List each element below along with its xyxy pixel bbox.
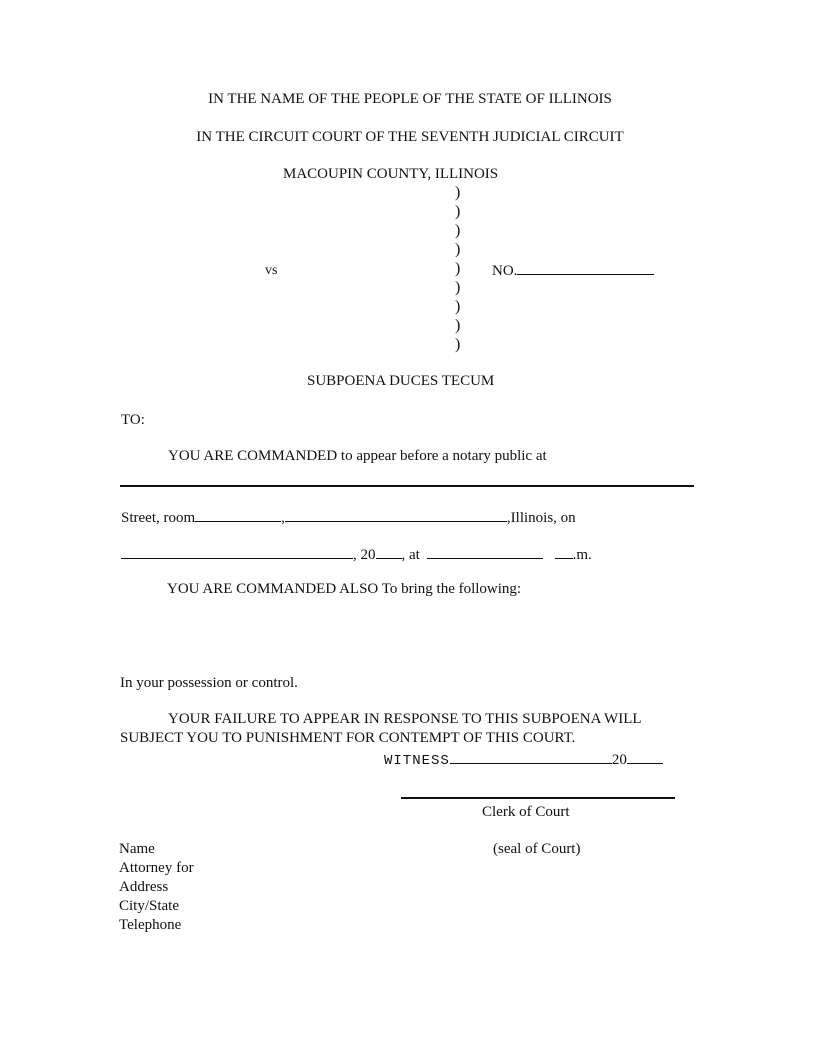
header-line-people: IN THE NAME OF THE PEOPLE OF THE STATE OF ILLINOIS (208, 91, 612, 107)
year-blank[interactable] (376, 544, 402, 559)
attorney-telephone: Telephone (119, 917, 182, 933)
m-label: .m. (572, 547, 592, 563)
to-label: TO: (121, 412, 145, 428)
clerk-label: Clerk of Court (482, 804, 570, 820)
warning-line-2: SUBJECT YOU TO PUNISHMENT FOR CONTEMPT OF THIS COURT. (120, 730, 576, 746)
command-appear: YOU ARE COMMANDED to appear before a notary public at (168, 448, 547, 464)
witness-year: 20 (611, 752, 627, 768)
at-label: , at (401, 547, 420, 563)
caption-vs: vs (265, 263, 278, 278)
seal-label: (seal of Court) (493, 841, 581, 857)
city-blank[interactable] (285, 507, 507, 522)
document-title: SUBPOENA DUCES TECUM (307, 373, 495, 389)
attorney-address: Address (119, 879, 169, 895)
attorney-for: Attorney for (119, 860, 194, 876)
address-line (121, 507, 576, 527)
paren: ) (455, 279, 461, 296)
attorney-name: Name (119, 841, 155, 857)
paren: ) (455, 317, 461, 334)
warning-line-1: YOUR FAILURE TO APPEAR IN RESPONSE TO THIS SUBPOENA WILL (168, 711, 642, 727)
paren: ) (455, 298, 461, 315)
illinois-on: ,Illinois, on (506, 510, 576, 526)
paren: ) (455, 260, 461, 277)
date-blank[interactable] (121, 544, 353, 559)
clerk-signature-line[interactable] (401, 797, 675, 799)
possession-text: In your possession or control. (120, 675, 298, 691)
street-label: Street, room (121, 510, 196, 526)
paren: ) (455, 184, 461, 201)
paren: ) (455, 203, 461, 220)
date-line (121, 544, 592, 564)
case-number-label: NO. (492, 263, 518, 279)
header-line-county: MACOUPIN COUNTY, ILLINOIS (283, 166, 499, 182)
case-number (492, 260, 654, 280)
time-blank[interactable] (427, 544, 543, 559)
comma: , (281, 510, 285, 526)
paren: ) (455, 241, 461, 258)
caption-parentheses (455, 183, 469, 354)
header-line-court: IN THE CIRCUIT COURT OF THE SEVENTH JUDICIAL CIRCUIT (196, 129, 624, 145)
witness-line (384, 749, 663, 770)
year-prefix: , 20 (353, 547, 376, 563)
location-blank-line[interactable] (120, 485, 694, 487)
paren: ) (455, 336, 461, 353)
room-blank[interactable] (195, 507, 281, 522)
witness-label: WITNESS (384, 753, 450, 769)
ampm-blank[interactable] (555, 544, 573, 559)
command-bring: YOU ARE COMMANDED ALSO To bring the following: (167, 581, 522, 597)
paren: ) (455, 222, 461, 239)
attorney-city-state: City/State (119, 898, 179, 914)
witness-year-blank[interactable] (627, 749, 663, 764)
case-number-blank[interactable] (517, 260, 654, 275)
witness-blank[interactable] (450, 749, 612, 764)
